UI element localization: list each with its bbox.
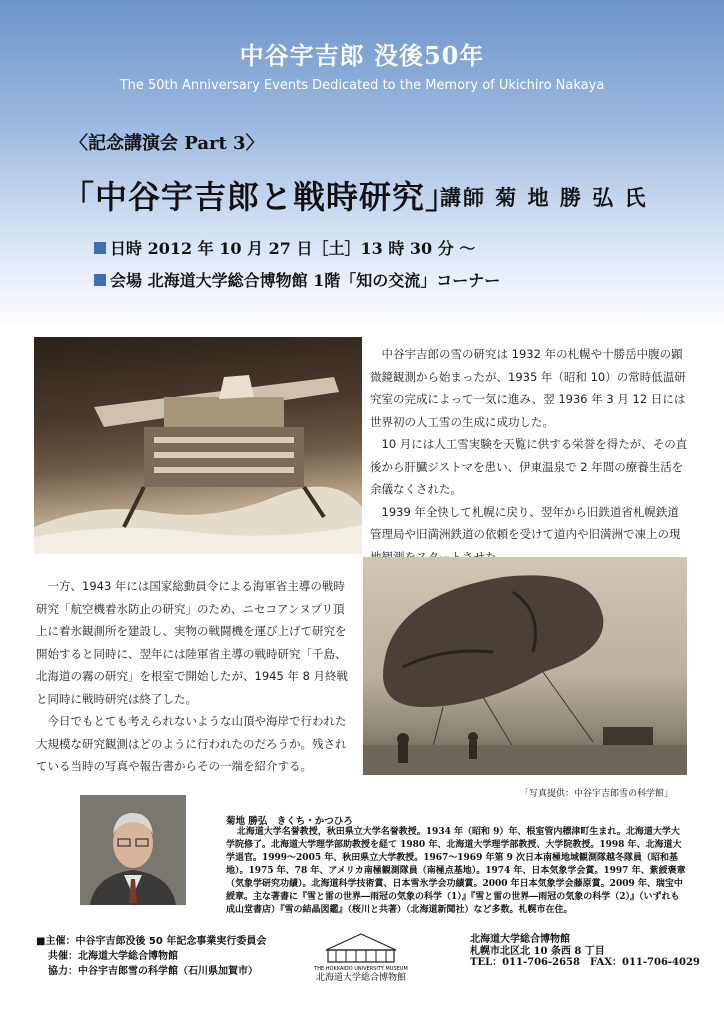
article-paragraph: 中谷宇吉郎の雪の研究は 1932 年の札幌や十勝岳中腹の顕微鏡観測から始まったが、1935 年（昭和 10）の常時低温研究室の完成によって一気に進み、翌 1936 年 3 月 12 日には世界初の人工雪の生成に成功した。: [370, 347, 686, 429]
logo-text-en: THE HOKKAIDO UNIVERSITY MUSEUM: [314, 966, 408, 972]
lecture-speaker: 講師 菊 地 勝 弘 氏: [440, 185, 648, 210]
footer-museum-name: 北海道大学総合博物館: [470, 934, 570, 945]
bullet-square-icon: [94, 242, 106, 254]
photo-credit: 「写真提供：中谷宇吉郎雪の科学館」: [520, 789, 674, 799]
article-paragraph: 一方、1943 年には国家総動員令による海軍省主導の戦時研究「航空機着氷防止の研究」のため、ニセコアンヌプリ頂上に着氷観測所を建設し、実物の戦闘機を運び上げて研究を開始すると同時に、翌年には陸軍省主導の戦時研究「千島、北海道の霧の研究」を根室で開始したが、1945 年 8 月終戦と同時に戦時研究は終了した。: [36, 579, 349, 706]
footer-address: 札幌市北区北 10 条西 8 丁目: [470, 945, 605, 957]
photo-observation-station-image: [34, 337, 362, 554]
footer-support: 協力：中谷宇吉郎雪の科学館（石川県加賀市）: [48, 966, 258, 977]
photo-observation-station: [34, 337, 362, 554]
footer-phone-fax: TEL：011-706-2658 FAX：011-706-4029: [470, 957, 700, 968]
bio-name: 菊地 勝弘 きくち・かつひろ: [226, 816, 353, 827]
article-paragraph: 10 月には人工雪実験を天覧に供する栄誉を得たが、その直後から肝臓ジストマを患い、伊東温泉で 2 年間の療養生活を余儀なくされた。: [370, 437, 688, 496]
speaker-portrait: [80, 795, 186, 905]
event-venue: [94, 268, 500, 291]
speaker-portrait-image: [80, 795, 186, 905]
event-venue-text: 会場 北海道大学総合博物館 1階「知の交流」コーナー: [110, 271, 501, 290]
photo-balloon-image: [363, 557, 687, 775]
article-column-2: [36, 575, 356, 778]
bullet-square-icon: [94, 274, 106, 286]
article-paragraph: 今日でもとても考えられないような山頂や海岸で行われた大規模な研究観測はどのように行われたのだろうか。残されている当時の写真や報告書からその一端を紹介する。: [36, 714, 347, 773]
event-datetime-text: 日時 2012 年 10 月 27 日［土］13 時 30 分 ～: [110, 239, 476, 258]
page-title: 中谷宇吉郎 没後50年: [239, 41, 485, 70]
lecture-series: 〈記念講演会 Part 3〉: [70, 133, 264, 154]
logo-text-jp: 北海道大学総合博物館: [315, 973, 407, 982]
footer-contact: [470, 934, 700, 969]
footer-organizer: ■主催：中谷宇吉郎没後 50 年記念事業実行委員会: [36, 936, 267, 947]
photo-balloon: [363, 557, 687, 775]
event-datetime: [94, 236, 475, 259]
museum-building-icon: [296, 930, 426, 982]
article-column-1: [370, 343, 688, 568]
bio-text: 北海道大学名誉教授，秋田県立大学名誉教授。1934 年（昭和 9）年、根室管内標津町生まれ。北海道大学大学院修了。北海道大学理学部助教授を経て 1980 年、北海道大学理学部教授、大学院教授。1998 年、北海道大学退官。1999～2005 年、秋田県立大学教授。1967～1969 年第 9 次日本南極地域観測隊越冬隊員（昭和基地）。1975 年、78 年、アメリカ南極観測隊員（南極点基地）。1974 年、日本気象学会賞。1997 年、紫綬褒章（気象学研究功績）。北海道科学技術賞、日本雪氷学会功績賞。2000 年日本気象学会藤原賞。2009 年、瑞宝中綬章。主な著書に『雪と雷の世界―雨冠の気象の科学（1）』『雪と雷の世界―雨冠の気象の科学（2）』（いずれも成山堂書店）『雪の結晶図鑑』（桜川と共著）（北海道新聞社）など多数。札幌市在住。: [226, 827, 686, 915]
article-paragraph: 1939 年全快して札幌に戻り、翌年から旧鉄道省札幌鉄道管理局や旧満洲鉄道の依頼を受けて道内や旧満洲で凍上の現: [370, 504, 681, 541]
footer-cohost: 共催：北海道大学総合博物館: [48, 951, 178, 962]
lecture-title: 「中谷宇吉郎と戦時研究」: [62, 178, 459, 216]
page-subtitle-en: The 50th Anniversary Events Dedicated to the Memory of Ukichiro Nakaya: [119, 78, 605, 93]
museum-logo: [296, 930, 426, 982]
footer-organizers: [36, 934, 266, 979]
